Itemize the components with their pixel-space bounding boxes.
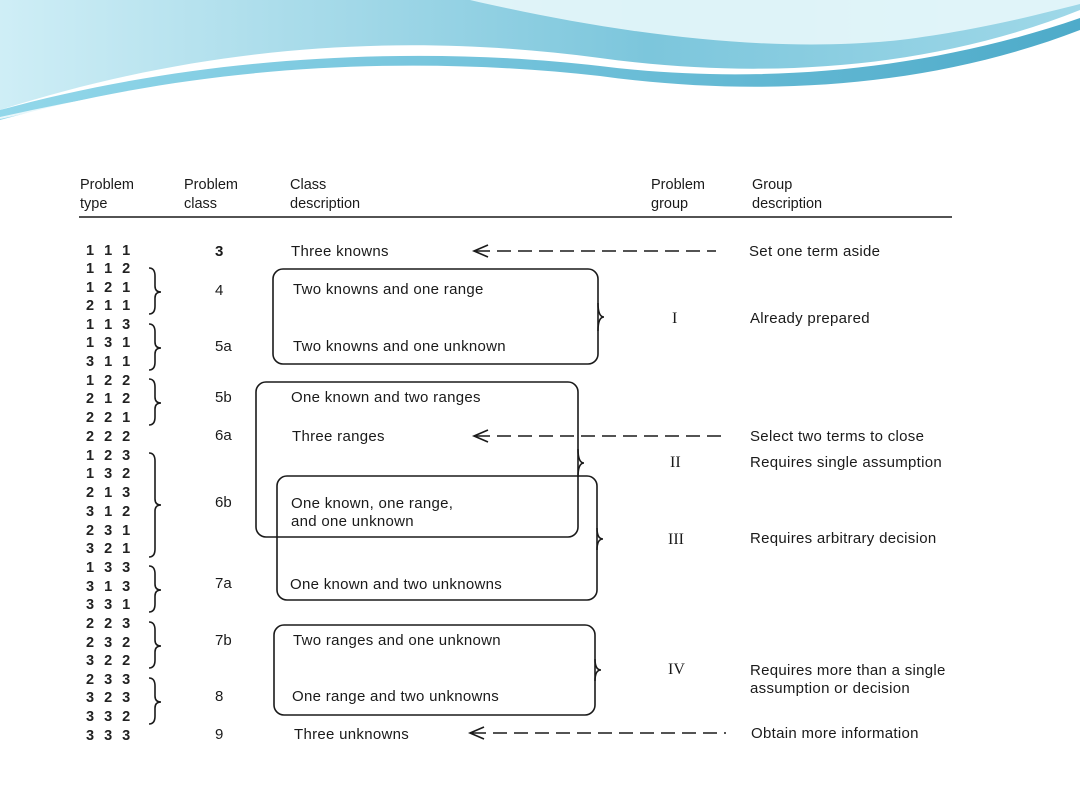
- class-description: Two knowns and one range: [293, 281, 484, 298]
- group-description: assumption or decision: [750, 680, 911, 697]
- group-description: Select two terms to close: [750, 428, 925, 445]
- header-class-description-line1: Class: [290, 177, 327, 193]
- group-description: Obtain more information: [751, 725, 919, 742]
- class-description: One known, one range,: [291, 495, 454, 512]
- problem-class-id: 7a: [215, 575, 232, 592]
- header-problem-type-line1: Problem: [80, 177, 134, 193]
- type-brace: [149, 566, 161, 612]
- class-description: Three knowns: [291, 243, 389, 260]
- problem-type: 1 1 1: [86, 243, 134, 259]
- problem-type: 1 2 2: [86, 373, 134, 389]
- type-brace: [149, 622, 161, 668]
- type-brace: [149, 379, 161, 425]
- problem-class-id: 8: [215, 688, 224, 705]
- problem-type: 2 1 1: [86, 298, 134, 314]
- type-brace: [149, 678, 161, 724]
- class-description: One range and two unknowns: [292, 688, 500, 705]
- problem-class-id: 4: [215, 282, 224, 299]
- diagram-panel: [36, 143, 978, 783]
- problem-type: 1 3 2: [86, 466, 134, 482]
- header-problem-class-line2: class: [184, 196, 218, 212]
- problem-type: 1 2 1: [86, 280, 134, 296]
- header-problem-group-line2: group: [651, 196, 689, 212]
- header-problem-type: [80, 176, 134, 214]
- header-problem-group-line1: Problem: [651, 177, 705, 193]
- header-group-description-line2: description: [752, 196, 823, 212]
- arrow-obtain-info-head: [470, 727, 484, 739]
- problem-type: 2 2 2: [86, 429, 134, 445]
- header-problem-class: [184, 176, 238, 214]
- problem-type: 3 3 2: [86, 709, 134, 725]
- problem-type: 3 1 3: [86, 579, 134, 595]
- problem-type: 3 1 1: [86, 354, 134, 370]
- problem-type: 3 2 3: [86, 690, 134, 706]
- problem-type: 1 3 3: [86, 560, 134, 576]
- group-description: Requires single assumption: [750, 454, 943, 471]
- problem-type: 1 1 3: [86, 317, 134, 333]
- class-description: Three unknowns: [294, 726, 410, 743]
- problem-type: 3 2 1: [86, 541, 134, 557]
- problem-class-id: 6b: [215, 494, 232, 511]
- arrow-set-aside-head: [474, 245, 488, 257]
- problem-type: 2 3 3: [86, 672, 134, 688]
- group-numeral: III: [668, 531, 684, 548]
- problem-type: 1 2 3: [86, 448, 134, 464]
- group-numeral: I: [672, 310, 678, 327]
- problem-type: 3 2 2: [86, 653, 134, 669]
- problem-type: 2 1 3: [86, 485, 134, 501]
- problem-type: 2 2 1: [86, 410, 134, 426]
- problem-type: 3 3 1: [86, 597, 134, 613]
- group-description: Set one term aside: [749, 243, 881, 260]
- problem-class-id: 5a: [215, 338, 232, 355]
- header-group-description: [752, 176, 822, 214]
- problem-class-id: 5b: [215, 389, 232, 406]
- type-brace: [149, 268, 161, 314]
- group-description: Requires arbitrary decision: [750, 530, 937, 547]
- group-numeral: IV: [668, 661, 685, 678]
- problem-type: 2 3 1: [86, 523, 134, 539]
- class-description: and one unknown: [291, 513, 414, 530]
- group-iv-brace: [595, 659, 601, 681]
- header-wave-decoration: [0, 0, 1080, 140]
- problem-type: 3 3 3: [86, 728, 134, 744]
- problem-type: 3 1 2: [86, 504, 134, 520]
- problem-class-id: 3: [215, 243, 224, 260]
- group-i-brace: [598, 303, 604, 331]
- group-iii-brace: [597, 528, 603, 550]
- class-description: Three ranges: [292, 428, 385, 445]
- problem-type: 2 3 2: [86, 635, 134, 651]
- group-ii-brace: [578, 449, 584, 477]
- group-numeral: II: [670, 454, 681, 471]
- type-brace: [149, 453, 161, 557]
- header-problem-group: [651, 176, 705, 214]
- group-description: Already prepared: [750, 310, 870, 327]
- header-group-description-line1: Group: [752, 177, 793, 193]
- class-description: One known and two unknowns: [290, 576, 503, 593]
- problem-class-id: 6a: [215, 427, 232, 444]
- class-description: One known and two ranges: [291, 389, 481, 406]
- type-brace: [149, 324, 161, 370]
- header-class-description: [290, 176, 360, 214]
- problem-type: 2 2 3: [86, 616, 134, 632]
- header-problem-type-line2: type: [80, 196, 108, 212]
- header-class-description-line2: description: [290, 196, 361, 212]
- problem-type: 1 3 1: [86, 335, 134, 351]
- class-description: Two knowns and one unknown: [293, 338, 506, 355]
- group-description: Requires more than a single: [750, 662, 946, 679]
- problem-class-id: 9: [215, 726, 224, 743]
- problem-type: 1 1 2: [86, 261, 134, 277]
- class-description: Two ranges and one unknown: [293, 632, 501, 649]
- header-problem-class-line1: Problem: [184, 177, 238, 193]
- problem-class-id: 7b: [215, 632, 232, 649]
- arrow-select-two-head: [474, 430, 488, 442]
- problem-type: 2 1 2: [86, 391, 134, 407]
